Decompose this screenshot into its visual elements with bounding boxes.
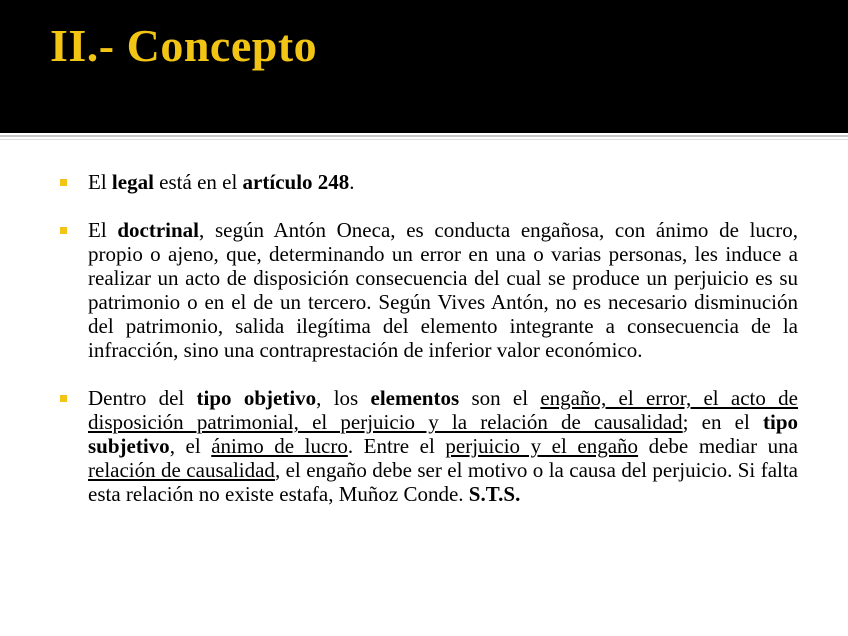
header-divider [0, 135, 848, 137]
square-bullet-icon [60, 395, 67, 402]
text-segment: , el engaño debe ser el motivo o la causa del perjuicio. Si falta esta relación no existe estafa, Muñoz Conde. [88, 458, 799, 506]
text-segment: . [349, 170, 355, 194]
underlined-term: perjuicio y el engaño [445, 434, 639, 458]
slide-header [0, 0, 848, 133]
underlined-term: engaño, el error, el acto de disposición patrimonial, el perjuicio y la relación de causalidad [88, 386, 799, 434]
text-segment: El [88, 170, 112, 194]
slide-title: II.- Concepto [50, 20, 318, 71]
text-segment: , los [316, 386, 371, 410]
bold-term: elementos [370, 386, 460, 410]
square-bullet-icon [60, 227, 67, 234]
bold-term: tipo objetivo [196, 386, 317, 410]
text-segment: está en el [153, 170, 243, 194]
bold-term: artículo 248 [242, 170, 350, 194]
text-segment: , según Antón Oneca, es conducta engañosa, con ánimo de lucro, propio o ajeno, que, determinando un error en una o varias personas, les induce a realizar un acto de disposición consecuencia del cual se produce un perjuicio es su patrimonio o en el de un tercero. Según Vives Antón, no es necesario disminución del patrimonio, salida ilegítima del elemento integrante a consecuencia de la infracción, sino una contraprestación de inferior valor económico. [88, 218, 798, 362]
square-bullet-icon [60, 179, 67, 186]
bullet-item-legal [58, 170, 798, 194]
bullet-item-doctrinal [58, 218, 798, 362]
bullet-item-tipo [58, 386, 798, 506]
bold-term: doctrinal [117, 218, 200, 242]
text-segment: El [88, 218, 118, 242]
text-segment: . Entre el [347, 434, 446, 458]
text-segment: , el [169, 434, 212, 458]
text-segment: son el [459, 386, 541, 410]
bold-term: S.T.S. [468, 482, 521, 506]
text-segment: debe mediar una [638, 434, 799, 458]
text-segment: ; en el [682, 410, 763, 434]
bold-term: legal [111, 170, 154, 194]
underlined-term: relación de causalidad [88, 458, 275, 482]
text-segment: Dentro del [88, 386, 197, 410]
underlined-term: ánimo de lucro [211, 434, 348, 458]
header-divider-thin [0, 139, 848, 140]
slide-content [58, 170, 798, 506]
bold-term: tipo subjetivo [88, 410, 799, 458]
